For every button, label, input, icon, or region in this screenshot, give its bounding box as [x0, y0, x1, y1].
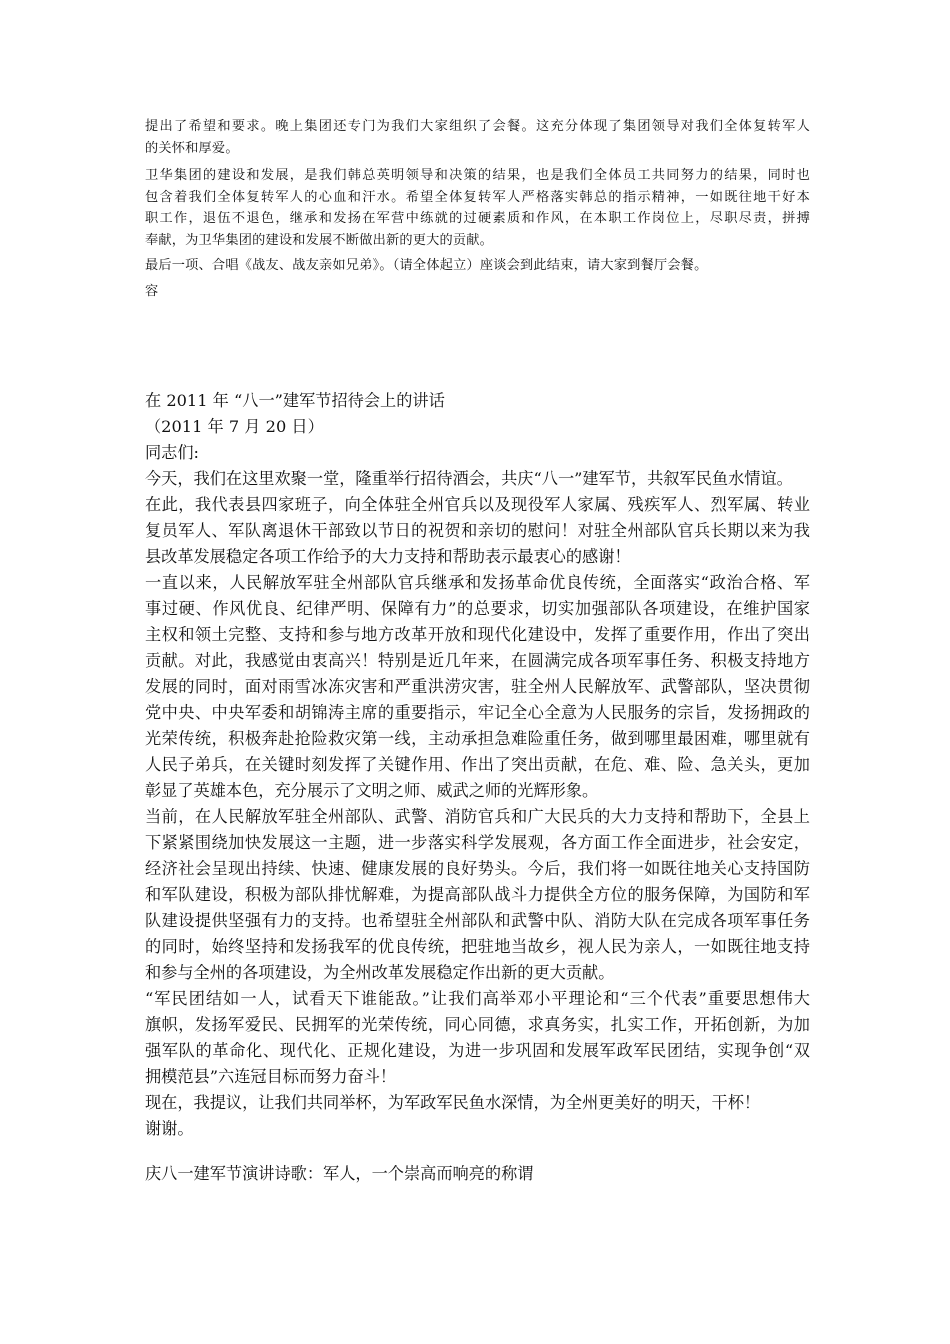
text-line: 和参与全州的各项建设，为全州改革发展稳定作出新的更大贡献。 [145, 963, 615, 982]
text-line: 党中央、中央军委和胡锦涛主席的重要指示，牢记全心全意为人民服务的宗旨，发扬拥政的 [145, 703, 810, 722]
poem-title: 庆八一建军节演讲诗歌：军人，一个崇高而响亮的称谓 [145, 1164, 534, 1183]
text-line: 复员军人、军队离退休干部致以节日的祝贺和亲切的慰问！对驻全州部队官兵长期以来为我 [145, 521, 810, 540]
text-line: 队建设提供坚强有力的支持。也希望驻全州部队和武警中队、消防大队在完成各项军事任务 [145, 911, 810, 930]
text-line: 容 [145, 283, 159, 299]
text-line: 彰显了英雄本色，充分展示了文明之师、威武之师的光辉形象。 [145, 781, 599, 800]
text-line: 拥模范县”六连冠目标而努力奋斗！ [145, 1067, 397, 1086]
text-line: 主权和领土完整、支持和参与地方改革开放和现代化建设中，发挥了重要作用，作出了突出 [145, 625, 810, 644]
text-line: 事过硬、作风优良、纪律严明、保障有力”的总要求，切实加强部队各项建设，在维护国家 [145, 599, 810, 618]
speech [145, 388, 810, 1142]
text-line: 卫华集团的建设和发展，是我们韩总英明领导和决策的结果，也是我们全体员工共同努力的结果，同时也 [145, 168, 810, 183]
text-line: 今天，我们在这里欢聚一堂，隆重举行招待酒会，共庆“八一”建军节，共叙军民鱼水情谊。 [145, 469, 793, 488]
text-line: 奉献，为卫华集团的建设和发展不断做出新的更大的贡献。 [145, 232, 494, 248]
speech-salutation: 同志们: [145, 443, 200, 462]
text-line: 当前，在人民解放军驻全州部队、武警、消防官兵和广大民兵的大力支持和帮助下，全县上 [145, 807, 810, 826]
text-line: “军民团结如一人，试看天下谁能敌。”让我们高举邓小平理论和“三个代表”重要思想伟大 [145, 989, 810, 1008]
text-line: 在此，我代表县四家班子，向全体驻全州官兵以及现役军人家属、残疾军人、烈军属、转业 [145, 495, 810, 514]
text-line: 县改革发展稳定各项工作给予的大力支持和帮助表示最衷心的感谢！ [145, 547, 631, 566]
text-line: 现在，我提议，让我们共同举杯，为军政军民鱼水深情，为全州更美好的明天，干杯！ [145, 1093, 761, 1112]
text-line: 发展的同时，面对雨雪冰冻灾害和严重洪涝灾害，驻全州人民解放军、武警部队，坚决贯彻 [145, 677, 810, 696]
text-line: 的关怀和厚爱。 [145, 140, 239, 156]
speech-date: （2011 年 7 月 20 日） [145, 417, 324, 436]
text-line: 贡献。对此，我感觉由衷高兴！特别是近几年来，在圆满完成各项军事任务、积极支持地方 [145, 651, 810, 670]
text-line: 一直以来，人民解放军驻全州部队官兵继承和发扬革命优良传统，全面落实“政治合格、军 [145, 573, 810, 592]
text-line: 人民子弟兵，在关键时刻发挥了关键作用、作出了突出贡献，在危、难、险、急关头，更加 [145, 755, 810, 774]
text-line: 提出了希望和要求。晚上集团还专门为我们大家组织了会餐。这充分体现了集团领导对我们全体复转军人 [145, 119, 810, 134]
text-line: 的同时，始终坚持和发扬我军的优良传统，把驻地当故乡，视人民为亲人，一如既往地支持 [145, 937, 810, 956]
text-line: 经济社会呈现出持续、快速、健康发展的良好势头。今后，我们将一如既往地关心支持国防 [145, 859, 810, 878]
text-line: 最后一项、合唱《战友、战友亲如兄弟》。（请全体起立）座谈会到此结束，请大家到餐厅会餐。 [145, 258, 708, 273]
text-line: 光荣传统，积极奔赴抢险救灾第一线，主动承担急难险重任务，做到哪里最困难，哪里就有 [145, 729, 810, 748]
speech-title: 在 2011 年 “八一”建军节招待会上的讲话 [145, 391, 445, 410]
text-line: 强军队的革命化、现代化、正规化建设，为进一步巩固和发展军政军民团结，实现争创“双 [145, 1041, 810, 1060]
text-line: 谢谢。 [145, 1119, 194, 1138]
text-line: 旗帜，发扬军爱民、民拥军的光荣传统，同心同德，求真务实，扎实工作，开拓创新，为加 [145, 1015, 810, 1034]
text-line: 下紧紧围绕加快发展这一主题，进一步落实科学发展观，各方面工作全面进步，社会安定， [145, 833, 810, 852]
text-line: 职工作，退伍不退色，继承和发扬在军营中练就的过硬素质和作风，在本职工作岗位上，尽职尽责，拼搏 [145, 211, 810, 226]
previous-speech-ending [145, 116, 810, 302]
text-line: 和军队建设，积极为部队排忧解难，为提高部队战斗力提供全方位的服务保障，为国防和军 [145, 885, 810, 904]
text-line: 包含着我们全体复转军人的心血和汗水。希望全体复转军人严格落实韩总的指示精神，一如既往地干好本 [145, 189, 810, 205]
